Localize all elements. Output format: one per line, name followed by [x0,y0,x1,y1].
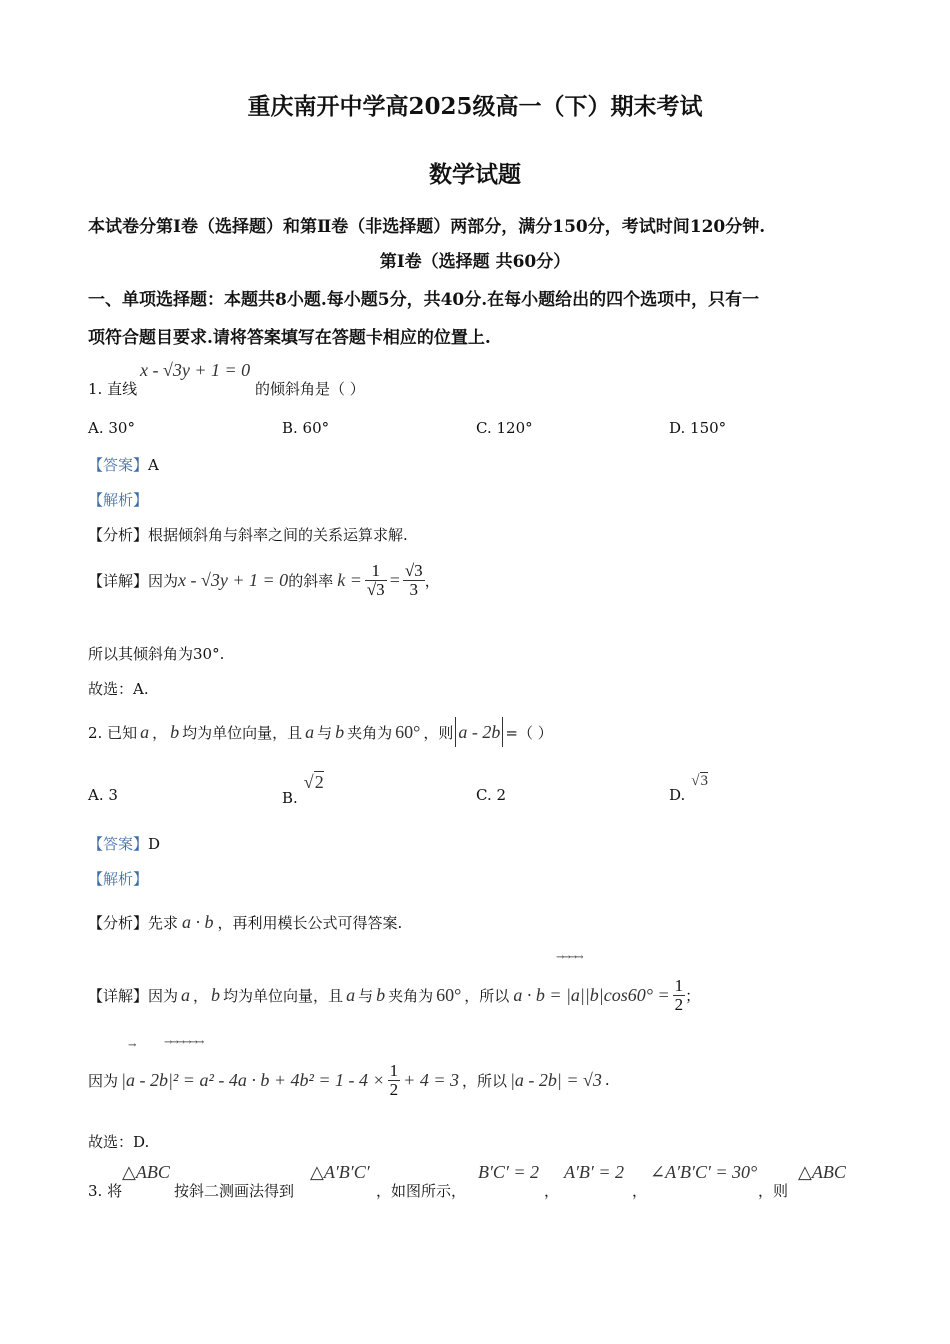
q2-analysis-label: 【解析】 [88,870,149,888]
equals-sign: = [389,569,400,590]
vector-arrow-a: → [128,1040,135,1051]
q1-option-d: D. 150° [669,419,727,437]
q1-conclusion: 所以其倾斜角为30°. [88,645,225,663]
q1-option-a: A. 30° [88,419,135,437]
q2-option-c: C. 2 [476,786,507,804]
q2-half-2: $\frac{1}{2}$ [389,1060,399,1099]
section1-heading-cont: 项符合题目要求.请将答案填写在答题卡相应的位置上. [88,328,491,348]
q2-stem: 2. 已知 a ， b 均为单位向量，且 a 与 b 夹角为 60° ，则 a - 2b =（ ） [88,710,553,754]
q2-text3: ，则 [423,723,454,742]
q1-detail-row [88,555,440,605]
q2-detail-row-2: 因为 |a - 2b|² = a² - 4a · b + 4b² = 1 - 4 × $\frac{1}{2}$ + 4 = 3 ，所以 |a - 2b| = √3 . [88,1060,610,1099]
q1-detail-equation: x - √3y + 1 = 0 [178,569,289,590]
q2-answer: D [148,835,161,853]
xiangjie-label: 【详解】 [88,571,149,590]
q2-vec-b: b [170,721,180,742]
q1-option-c: C. 120° [476,419,533,437]
q1-equation: x - √3y + 1 = 0 [140,360,251,380]
q2-choose: 故选：D. [88,1133,150,1151]
q2-fenxi-row: 【分析】 先求 a · b ，再利用模长公式可得答案. [88,912,403,932]
q1-prefix: 1. 直线 [88,380,138,398]
q3-triangle-abc: △ABC [122,1162,170,1182]
q2-prefix: 2. 已知 [88,723,138,742]
q3-triangle-prime: △A′B′C′ [310,1162,370,1182]
q1-option-b: B. 60° [282,419,330,437]
q2-abs-expr: a - 2b [458,721,501,742]
q1-choose: 故选：A. [88,680,149,698]
answer-label: 【答案】 [88,456,149,474]
exam-intro: 本试卷分第Ⅰ卷（选择题）和第Ⅱ卷（非选择题）两部分，满分150分，考试时间120分钟. [88,217,766,237]
q1-detail-end: ， [424,571,440,590]
q2-fenxi-dot: a · b [182,912,214,932]
q1-analysis-label: 【解析】 [88,491,149,509]
q3-eq-bc: B′C′ = 2 [478,1162,540,1182]
q2-square-result: + 4 = 3 [403,1069,459,1090]
q2-option-d-value: 3 [700,773,708,789]
q2-option-b: B. √2 [282,772,324,807]
q3-comma-2: ， [632,1182,648,1200]
q1-frac-2: $\frac{√3}{3}$ [404,560,423,599]
q2-detail-row: 【详解】 因为 a ， b 均为单位向量，且 a 与 b 夹角为 60° ，所以 a · b = |a||b|cos60° = $\frac{1}{2}$ ； [88,975,701,1014]
q2-text1: 均为单位向量，且 [182,723,303,742]
q2-eq: =（ ） [505,723,553,742]
q3-text3: ，则 [758,1182,789,1200]
q1-fenxi-text: 根据倾斜角与斜率之间的关系运算求解. [148,526,408,544]
section1-heading: 一、单项选择题：本题共8小题.每小题5分，共40分.在每小题给出的四个选项中，只有一 [88,290,760,310]
q1-detail-mid: 的斜率 [288,571,334,590]
q1-frac-1: $\frac{1}{√3}$ [366,560,385,599]
q3-triangle-abc-2: △ABC [798,1162,846,1182]
q2-option-b-value: 2 [314,772,324,792]
exam-title: 重庆南开中学高2025级高一（下）期末考试 [247,93,703,120]
q1-fenxi-row [88,524,408,545]
q1-answer-row [88,454,159,475]
q2-angle: 60° [395,721,421,742]
q3-prefix: 3. 将 [88,1182,123,1200]
q2-final-result: |a - 2b| = √3 [509,1069,602,1090]
q3-text1: 按斜二测画法得到 [174,1182,295,1200]
part1-title: 第Ⅰ卷（选择题 共60分） [379,252,571,272]
q3-eq-ab: A′B′ = 2 [564,1162,625,1182]
q2-text2: 夹角为 [347,723,393,742]
q2-square-expr: |a - 2b|² = a² - 4a · b + 4b² = 1 - 4 × [121,1069,385,1090]
q1-slope-k: k = [337,569,362,590]
q3-comma-1: ， [544,1182,560,1200]
q3-text2: ，如图所示， [376,1182,467,1200]
q2-option-a: A. 3 [88,786,118,804]
fenxi-label: 【分析】 [88,526,149,544]
q1-detail-prefix: 因为 [148,571,179,590]
q2-option-d: D. √3 [669,773,708,804]
q1-answer: A [148,456,159,474]
exam-subtitle: 数学试题 [429,161,521,188]
q2-half: $\frac{1}{2}$ [674,975,684,1014]
q2-vec-a: a [140,721,150,742]
vector-arrows: →→→→ [556,952,582,963]
q2-dot-expr: a · b = |a||b|cos60° = [513,984,670,1005]
q3-eq-angle: ∠A′B′C′ = 30° [650,1162,758,1182]
q1-suffix: 的倾斜角是（ ） [255,380,365,398]
vector-arrows-2: →→→→→→ [164,1037,203,1048]
q2-answer-row: 【答案】D [88,835,161,853]
